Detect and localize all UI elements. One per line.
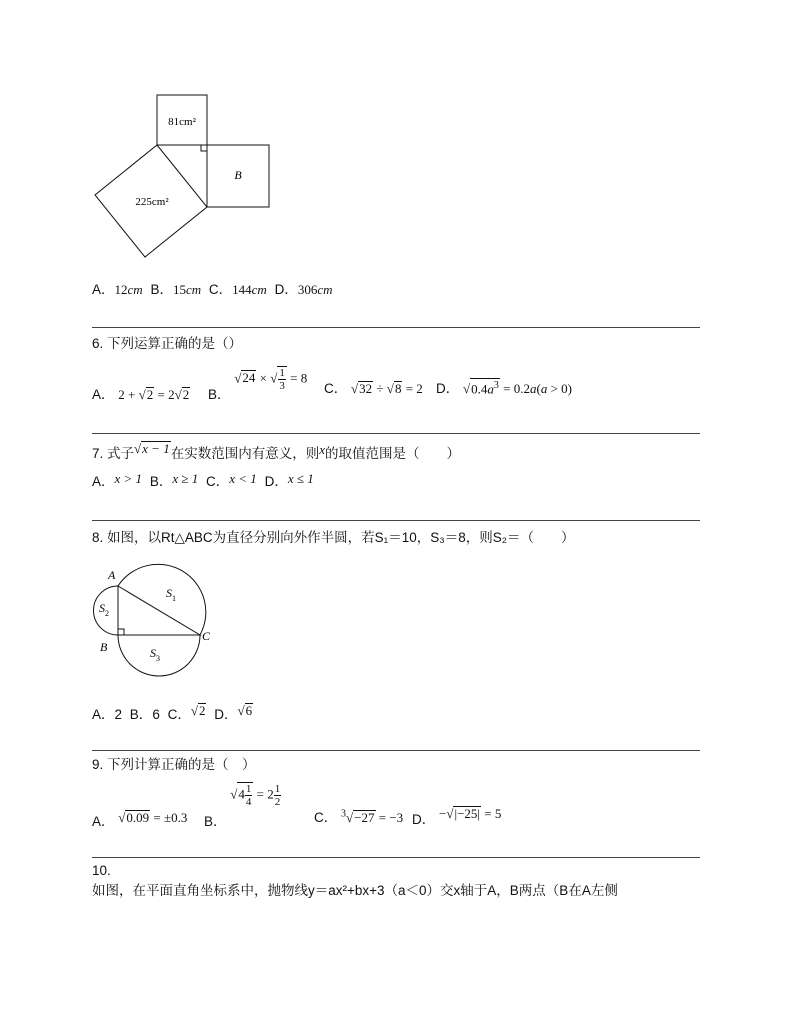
q8-option-c[interactable]: C．√2 (167, 703, 206, 722)
semicircle-hypotenuse (118, 564, 206, 635)
q7-stem: 7. 式子√x − 1在实数范围内有意义，则x的取值范围是（ ） (92, 441, 460, 461)
q9-option-d[interactable]: D． −√|−25| = 5 (412, 806, 502, 827)
q5-option-c[interactable]: C．144cm (208, 282, 267, 297)
label-225: 225cm² (135, 196, 169, 208)
q9-option-a[interactable]: A． √0.09 = ±0.3 (92, 810, 188, 829)
label-S3: $S_3$ (150, 646, 160, 663)
q7-option-a[interactable]: A．x > 1 (92, 471, 143, 489)
q5-option-a[interactable]: A．12cm (92, 282, 143, 297)
label-S2: $S_2$ (99, 601, 109, 618)
divider-5 (92, 857, 700, 858)
label-81: 81cm² (168, 116, 196, 128)
right-angle-mark (201, 145, 207, 151)
q9-option-c[interactable]: C． $^3$√−27 = −3 (314, 808, 404, 825)
q6-option-d[interactable]: D． $√0.4a^3 = 0.2a(a > 0)$ (436, 379, 573, 396)
q7-option-d[interactable]: D．x ≤ 1 (264, 471, 314, 489)
q9-stem: 9. 下列计算正确的是（ ） (92, 757, 256, 772)
divider-3 (92, 520, 700, 521)
label-S1: $S_1$ (166, 586, 176, 603)
divider-4 (92, 750, 700, 751)
vertex-C: C (202, 629, 211, 643)
q5-options (92, 278, 333, 298)
q6-option-c[interactable]: C． √32 ÷ √8 = 2 (324, 381, 423, 396)
divider-2 (92, 433, 700, 434)
q8-semicircles-figure (88, 562, 222, 686)
q10-number: 10. (92, 863, 111, 878)
q7-option-b[interactable]: B．x ≥ 1 (149, 471, 199, 489)
q7-option-c[interactable]: C．x < 1 (206, 471, 257, 489)
q6-option-a[interactable]: A． 2 + √2 = 2√2 (92, 387, 190, 402)
q5-option-d[interactable]: D．306cm (274, 282, 333, 297)
q5-option-b[interactable]: B．15cm (150, 282, 202, 297)
q7-options (92, 470, 314, 490)
vertex-A: A (108, 568, 116, 582)
label-B: B (234, 168, 242, 182)
right-triangle (118, 586, 200, 635)
vertex-B: B (100, 640, 108, 654)
q8-options (92, 703, 253, 723)
right-angle-mark-b (118, 629, 124, 635)
q10-stem: 如图，在平面直角坐标系中，抛物线y＝ax²+bx+3（a＜0）交x轴于A，B两点（B在A左侧 (92, 883, 618, 898)
q6-option-b[interactable]: B． √24 × √ $\frac{1}{3}$ = 8 (208, 367, 308, 402)
q6-stem: 6. 下列运算正确的是（） (92, 336, 243, 351)
q8-stem: 8. 如图，以Rt△ABC为直径分别向外作半圆，若S₁＝10，S₃＝8，则S₂＝（ ） (92, 530, 575, 545)
q5-squares-figure (90, 90, 280, 262)
divider-1 (92, 327, 700, 328)
q9-option-b[interactable]: B． √4 $\frac{1}{4}$ = 2 $\frac{1}{2}$ (204, 783, 281, 829)
q8-option-a[interactable]: A．2 (92, 707, 123, 722)
q8-option-d[interactable]: D．√6 (214, 703, 253, 722)
q8-option-b[interactable]: B．6 (129, 707, 160, 722)
